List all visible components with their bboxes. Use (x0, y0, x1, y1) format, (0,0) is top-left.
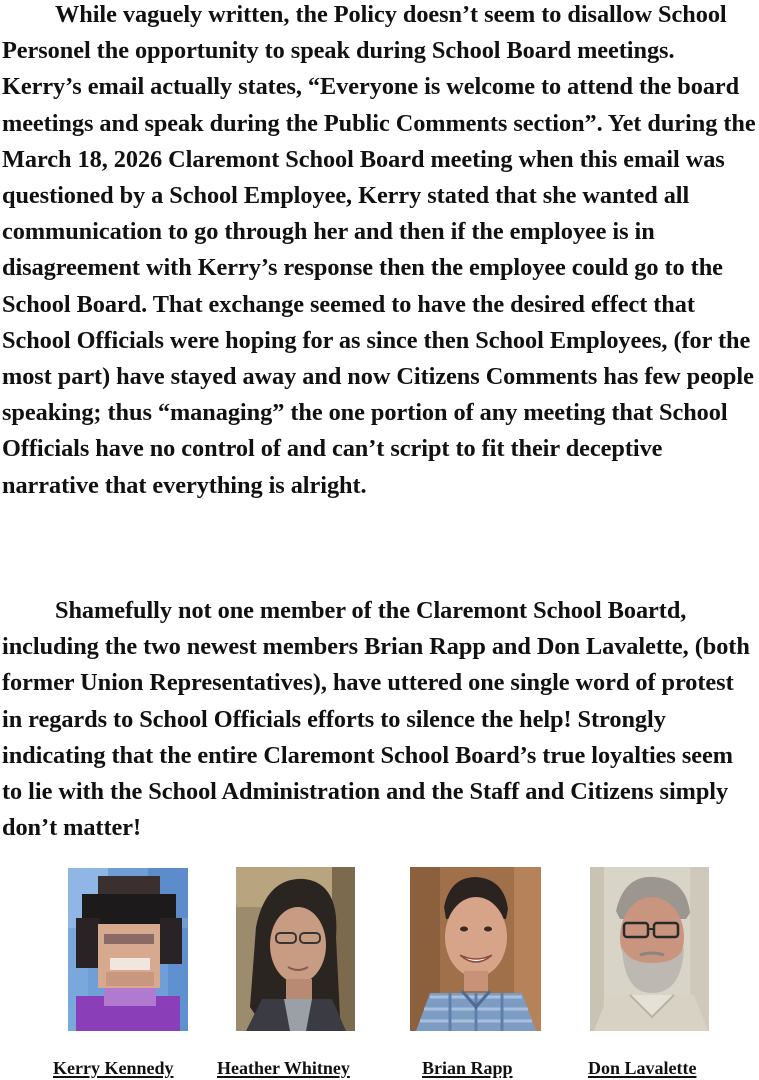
brian-rapp-photo (410, 867, 541, 1031)
heather-whitney-photo (236, 867, 355, 1031)
kerry-kennedy-caption: Kerry Kennedy (53, 1058, 174, 1078)
article-paragraph-2: Shamefully not one member of the Claremont School Boartd, including the two newest members Brian Rapp and Don Lavalette, (both former Union Representatives), have uttered one single word of protest in regards to School Officials efforts to silence the help! Strongly indicating that the entire Claremont School Board’s true loyalties seem to lie with the School Administration and the Staff and Citizens simply don’t matter! (2, 597, 750, 842)
kerry-kennedy-photo (68, 868, 188, 1031)
article-paragraph-1: While vaguely written, the Policy doesn’t seem to disallow School Personel the opportunity to speak during School Board meetings. Kerry’s email actually states, “Everyone is welcome to attend the board meetings and speak during the Public Comments section”. Yet during the March 18, 2026 Claremont School Board meeting when this email was questioned by a School Employee, Kerry stated that she wanted all communication to go through her and then if the employee is in disagreement with Kerry’s response then the employee could go to the School Board. That exchange seemed to have the desired effect that School Officials were hoping for as since then School Employees, (for the most part) have stayed away and now Citizens Comments has few people speaking; thus “managing” the one portion of any meeting that School Officials have no control of and can’t script to fit their deceptive narrative that everything is alright. (2, 1, 756, 499)
brian-rapp-portrait (410, 867, 541, 1031)
don-lavalette-caption: Don Lavalette (588, 1058, 697, 1078)
don-lavalette-photo (590, 867, 709, 1031)
kerry-kennedy-portrait (68, 868, 188, 1031)
brian-rapp-caption: Brian Rapp (422, 1058, 513, 1078)
heather-whitney-portrait (236, 867, 355, 1031)
heather-whitney-caption: Heather Whitney (217, 1058, 350, 1078)
don-lavalette-portrait (590, 867, 709, 1031)
